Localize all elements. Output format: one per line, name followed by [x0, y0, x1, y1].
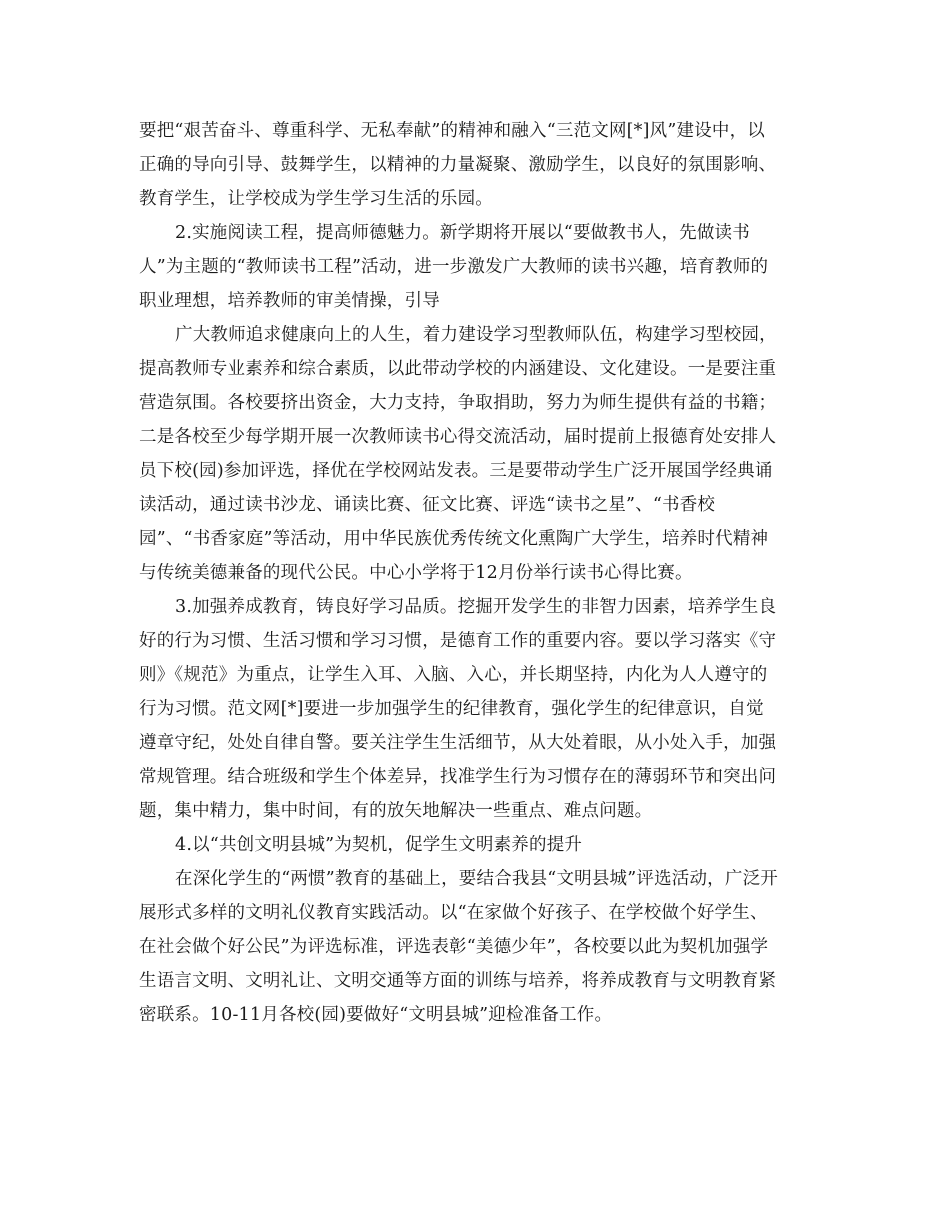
text-line: 生语言文明、文明礼让、文明交通等方面的训练与培养，将养成教育与文明教育紧: [139, 971, 777, 991]
text-line: 密联系。10-11月各校(园)要做好“文明县城”迎检准备工作。: [139, 1005, 613, 1025]
text-line: 4.以“共创文明县城”为契机，促学生文明素养的提升: [175, 835, 583, 855]
text-line: 遵章守纪，处处自律自警。要关注学生生活细节，从大处着眼，从小处入手，加强: [139, 733, 777, 753]
text-line: 人”为主题的“教师读书工程”活动，进一步激发广大教师的读书兴趣，培育教师的: [139, 257, 769, 277]
text-line: 题，集中精力，集中时间，有的放矢地解决一些重点、难点问题。: [139, 801, 653, 821]
text-line: 员下校(园)参加评选，择优在学校网站发表。三是要带动学生广泛开展国学经典诵: [139, 461, 773, 481]
text-line: 二是各校至少每学期开展一次教师读书心得交流活动，届时提前上报德育处安排人: [139, 427, 777, 447]
text-line: 读活动，通过读书沙龙、诵读比赛、征文比赛、评选“读书之星”、“书香校: [139, 495, 716, 515]
text-line: 常规管理。结合班级和学生个体差异，找准学生行为习惯存在的薄弱环节和突出问: [139, 767, 777, 787]
text-line: 与传统美德兼备的现代公民。中心小学将于12月份举行读书心得比赛。: [139, 563, 693, 583]
text-line: 在社会做个好公民”为评选标准，评选表彰“美德少年”，各校要以此为契机加强学: [139, 937, 769, 957]
text-line: 在深化学生的“两惯”教育的基础上，要结合我县“文明县城”评选活动，广泛开: [175, 869, 778, 889]
text-line: 2.实施阅读工程，提高师德魅力。新学期将开展以“要做教书人，先做读书: [175, 223, 750, 243]
text-line: 3.加强养成教育，铸良好学习品质。挖掘开发学生的非智力因素，培养学生良: [175, 597, 777, 617]
text-line: 职业理想，培养教师的审美情操，引导: [139, 291, 440, 311]
text-line: 提高教师专业素养和综合素质，以此带动学校的内涵建设、文化建设。一是要注重: [139, 359, 777, 379]
text-line: 正确的导向引导、鼓舞学生，以精神的力量凝聚、激励学生，以良好的氛围影响、: [139, 155, 777, 175]
document-body: [139, 114, 813, 1032]
text-line: 园”、“书香家庭”等活动，用中华民族优秀传统文化熏陶广大学生，培养时代精神: [139, 529, 769, 549]
text-line: 展形式多样的文明礼仪教育实践活动。以“在家做个好孩子、在学校做个好学生、: [139, 903, 768, 923]
text-line: 行为习惯。范文网[*]要进一步加强学生的纪律教育，强化学生的纪律意识，自觉: [139, 699, 764, 719]
text-line: 要把“艰苦奋斗、尊重科学、无私奉献”的精神和融入“三范文网[*]风”建设中，以: [139, 121, 765, 141]
text-line: 好的行为习惯、生活习惯和学习习惯，是德育工作的重要内容。要以学习落实《守: [139, 631, 777, 651]
text-line: 则》《规范》为重点，让学生入耳、入脑、入心，并长期坚持，内化为人人遵守的: [139, 665, 768, 685]
text-line: 广大教师追求健康向上的人生，着力建设学习型教师队伍，构建学习型校园，: [175, 325, 777, 345]
text-line: 营造氛围。各校要挤出资金，大力支持，争取捐助，努力为师生提供有益的书籍；: [139, 393, 777, 413]
text-line: 教育学生，让学校成为学生学习生活的乐园。: [139, 189, 493, 209]
